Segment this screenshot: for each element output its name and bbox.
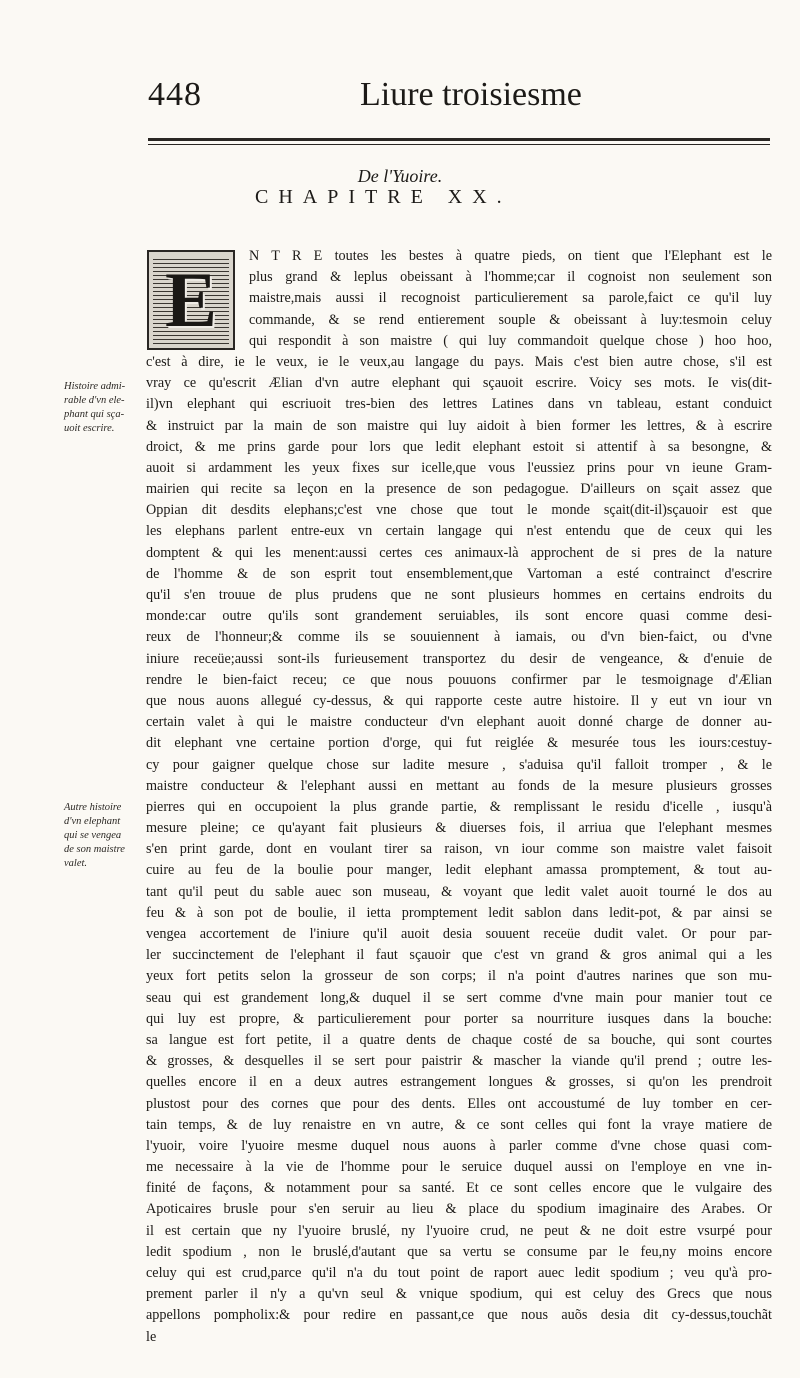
- text-line: l'yuoir, voire l'yuoire mesme duquel nous auons à parler comme d'vne chose quasi com-: [146, 1137, 772, 1154]
- text-line: ledit spodium , non le bruslé,d'autant que sa vertu se consume par le feu,ny moins encore: [146, 1243, 772, 1260]
- text-line: il est certain que ny l'yuoire bruslé, ny l'yuoire crud, ne peut & ne doit estre vsurpé pour: [146, 1222, 772, 1239]
- margin-note-line: rable d'vn ele-: [64, 395, 125, 406]
- text-line: domptent & qui les menent:aussi certes ces animaux-là approchent de si pres de la nature: [146, 544, 772, 561]
- text-line: auoit si ardamment les yeux fixes sur icelle,que vous l'eussiez prins pour vn ieune Gram-: [146, 459, 772, 476]
- text-line: c'est à dire, ie le veux, ie le veux,au langage du pays. Mais c'est bien autre chose, s'il est: [146, 353, 772, 370]
- initial-letter: E: [164, 256, 218, 343]
- text-line: prement parler il n'y a qu'vn seul & vnique spodium, qui est celuy des Grecs que nous: [146, 1286, 772, 1303]
- text-line: monde:car outre qu'ils sont grandement seruiables, ils sont encore quasi comme desi-: [146, 608, 772, 625]
- text-line: tant qu'il peut du sable auec son museau, & voyant que ledit valet auoit tourné le dos au: [146, 883, 772, 900]
- text-line: quelles encore il en a deux autres estrangement longues & grosses, si qu'on les prendroit: [146, 1074, 772, 1091]
- margin-note-line: de son maistre: [64, 844, 125, 855]
- text-line: certain valet à qui le maistre conducteur d'vn elephant auoit donné charge de donner au-: [146, 714, 772, 731]
- text-line: iniure receüe;aussi sont-ils furieusement transportez du desir de vengeance, & d'enuie de: [146, 650, 772, 667]
- chapter-heading: CHAPITRE XX.: [255, 186, 512, 208]
- header-rule-thin: [148, 144, 770, 145]
- text-line: mesure pleine; ce qu'ayant fait plusieurs & diuerses fois, il arriua que l'elephant mesmes: [146, 820, 772, 837]
- text-line: Oppian dit desdits elephans;c'est vne chose que tout le monde sçait(dit-il)sçauoir est que: [146, 502, 772, 519]
- text-line: me necessaire à la vie de l'homme pour le seruice duquel aussi on l'employe en vne in-: [146, 1159, 772, 1176]
- text-line: ler succinctement de l'elephant il faut sçauoir que c'est vn grand & gros animal qui a les: [146, 947, 772, 964]
- text-line: celuy qui est crud,parce qu'il n'a du tout point de raport auec ledit spodium ; veu qu'à pro-: [146, 1265, 772, 1281]
- text-line: N T R E toutes les bestes à quatre pieds, on tient que l'Elephant est le: [249, 248, 772, 264]
- text-line: seau qui est grandement long,& duquel il se sert comme d'vne main pour manier tout ce: [146, 989, 772, 1006]
- text-line: tain temps, & de luy renaistre en vn autre, & ce sont celles qui font la vraye matiere de: [146, 1116, 772, 1133]
- margin-note-elephant-revenge: [64, 801, 144, 871]
- header-rule: [148, 138, 770, 141]
- text-line: droict, & me prins garde pour lors que ledit elephant estoit si attentif à sa besongne, &: [146, 438, 772, 455]
- text-line: plustost pour des cornes que pour des dents. Elles ont accoustumé de luy tomber en cer-: [146, 1095, 772, 1112]
- text-line: sa langue est fort petite, il a quatre dents de chaque costé de sa bouche, qui sont courtes: [146, 1031, 772, 1048]
- margin-note-line: d'vn elephant: [64, 816, 121, 827]
- text-line: qui respondit à son maistre ( qui luy commandoit quelque chose ) hoo hoo,: [249, 332, 772, 349]
- body-text: [146, 246, 772, 1348]
- running-title: Liure troisiesme: [360, 76, 582, 113]
- running-head: [148, 72, 768, 120]
- text-line: pierres qui en occupoient la plus grande partie, & remplissant le residu d'icelle , iusqu'à: [146, 798, 772, 815]
- margin-note-line: Histoire admi-: [64, 381, 126, 392]
- text-line: maistre,mais aussi il recognoist particulierement sa parole,faict ce qu'il luy: [249, 290, 772, 307]
- text-line: Apoticaires brusle pour s'en seruir au lieu & place du spodium imaginaire des Arabes. Or: [146, 1201, 772, 1218]
- text-line: reux de l'honneur;& comme ils se souuiennent à iamais, ou d'vn bien-faict, ou d'vne: [146, 629, 772, 646]
- margin-note-line: uoit escrire.: [64, 423, 115, 434]
- margin-note-line: valet.: [64, 858, 88, 869]
- text-line: il)vn elephant qui escriuoit tres-bien des lettres Latines dans vn tableau, estant conduict: [146, 396, 772, 413]
- text-line: les elephans parlent entre-eux vn certain langage qui n'est entendu que de ceux qui les: [146, 523, 772, 540]
- text-line: vray ce qu'escrit Ælian d'vn autre elephant qui sçauoit escrire. Voicy ses mots. Ie vis(dit-: [146, 375, 772, 392]
- text-line: commande, & se rend entierement souple & obeissant à luy:tesmoin celuy: [249, 311, 772, 328]
- margin-note-line: phant qui sça-: [64, 409, 125, 420]
- text-line: vengea accortement de l'iniure qu'il auoit desia souuent receüe dudit valet. Or pour par-: [146, 926, 772, 942]
- text-line: dit elephant vne certaine portion d'orge, qui fut reiglée & mesurée tous les iours:cestuy-: [146, 735, 772, 752]
- text-line: cy pour gaigner quelque chose sur ladite mesure , s'aduisa qu'il falloit tromper , & le: [146, 756, 772, 773]
- margin-note-elephant-writing: [64, 380, 144, 436]
- text-line: qu'il s'en trouue de plus prudens que ne sont plusieurs hommes en certains endroits du: [146, 587, 772, 603]
- text-line: plus grand & leplus obeissant à l'homme;car il cognoist non seulement son: [249, 269, 772, 286]
- text-line: mairien qui recite sa leçon en la presence de son pedagogue. D'ailleurs on sçait assez que: [146, 481, 772, 498]
- text-line: yeux fort petits selon la grosseur de son corps; il n'a point d'autres narines que son mu-: [146, 968, 772, 985]
- text-line: que nous auons allegué cy-dessus, & qui rapporte ceste autre histoire. Il y eut vn iour vn: [146, 692, 772, 709]
- text-line: & grosses, & desquelles il se sert pour paistrir & mascher la viande qu'il prend ; outre les-: [146, 1053, 772, 1070]
- text-line: rendre le bien-faict receu; ce que nous pouuons confirmer par le tesmoignage d'Ælian: [146, 671, 772, 688]
- text-line: cuire au feu de la boulie pour manger, ledit elephant amassa promptement, & tout au-: [146, 862, 772, 879]
- text-line: de l'homme & de son esprit tout ensemblement,que Vartoman a esté contrainct d'escrire: [146, 565, 772, 582]
- text-line: s'en print garde, dont en voulant tirer sa raison, vn iour comme son maistre valet faisoit: [146, 841, 772, 858]
- margin-note-line: qui se vengea: [64, 830, 122, 841]
- text-line: maistre conducteur & l'elephant aussi en mettant au fonds de la mesure plusieurs grosses: [146, 777, 772, 794]
- section-title: De l'Yuoire.: [357, 166, 443, 186]
- text-line: & instruict par la main de son maistre qui luy aidoit à bien former les lettres, & à escrire: [146, 417, 772, 434]
- page-number: 448: [148, 76, 202, 113]
- text-line: finité de façons, & notamment pour sa santé. Et ce sont celles encore que le vulgaire des: [146, 1180, 772, 1197]
- text-line: feu & à son pot de boulie, il ietta promptement ledit sablon dans ledit-pot, & par ainsi se: [146, 904, 772, 921]
- text-line: appellons pompholix:& pour redire en passant,ce que nous auõs desia dit cy-dessus,touchãt: [146, 1307, 772, 1324]
- margin-note-line: Autre histoire: [64, 802, 122, 813]
- text-line: qui luy est propre, & particulierement pour porter sa nourriture iusques dans la bouche:: [146, 1010, 772, 1027]
- text-line: le: [146, 1328, 157, 1345]
